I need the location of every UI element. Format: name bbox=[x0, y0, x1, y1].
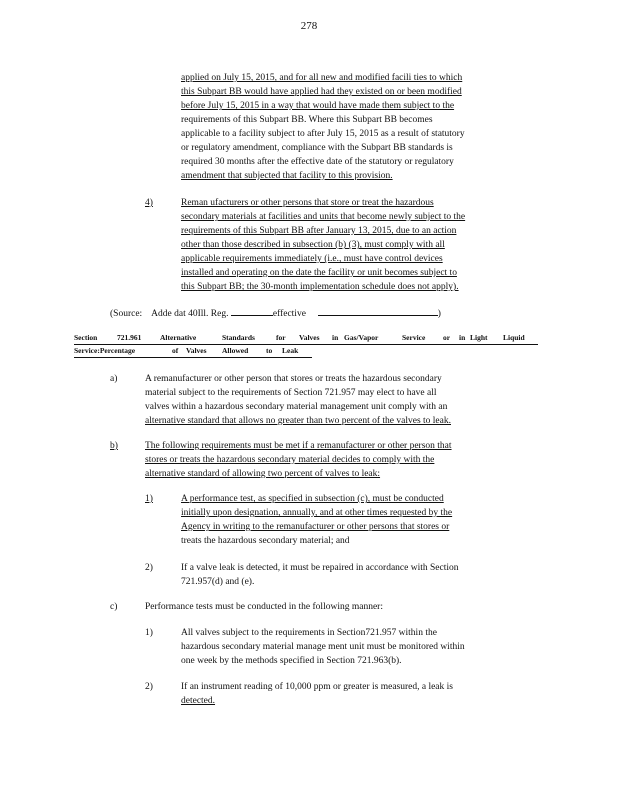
section-header-word: or bbox=[443, 333, 451, 342]
section-header-word: of bbox=[172, 346, 179, 355]
text-line: alternative standard of allowing two percent of valves to leak: bbox=[145, 469, 381, 479]
header-underline bbox=[74, 357, 312, 358]
text-line: secondary materials at facilities and units that become newly subject to the bbox=[181, 212, 466, 222]
item-label: b) bbox=[110, 441, 118, 451]
header-underline bbox=[74, 344, 538, 345]
section-header-word: Standards bbox=[222, 333, 255, 342]
source-label: (Source: bbox=[110, 309, 143, 319]
text-line: applicable to a facility subject to after July 15, 2015 as a result of statutory bbox=[181, 129, 465, 139]
section-header-word: in bbox=[459, 333, 466, 342]
section-header-word: for bbox=[276, 333, 286, 342]
source-close: ) bbox=[437, 309, 441, 319]
item-label: 4) bbox=[145, 198, 153, 208]
item-label: c) bbox=[110, 602, 118, 612]
section-header-word: Liquid bbox=[503, 333, 525, 342]
section-header-word: Section bbox=[74, 333, 98, 342]
text-line: If an instrument reading of 10,000 ppm or greater is measured, a leak is bbox=[181, 682, 453, 692]
text-line: requirements of this Subpart BB after January 13, 2015, due to an action bbox=[181, 226, 457, 236]
text-line: material subject to the requirements of Section 721.957 may elect to have all bbox=[145, 388, 437, 398]
text-line: A remanufacturer or other person that stores or treats the hazardous secondary bbox=[145, 374, 442, 384]
text-line: amendment that subjected that facility to this provision. bbox=[181, 171, 393, 181]
text-line: stores or treats the hazardous secondary material decides to comply with the bbox=[145, 455, 435, 465]
section-header-word: Alternative bbox=[160, 333, 197, 342]
item-label: 1) bbox=[145, 628, 153, 638]
source-text: Adde dat 40Ill. Reg. bbox=[151, 309, 229, 319]
source-line bbox=[110, 306, 441, 320]
text-line: applicable requirements immediately (i.e., must have control devices bbox=[181, 254, 443, 264]
text-line: All valves subject to the requirements in Section721.957 within the bbox=[181, 628, 437, 638]
text-line: this Subpart BB would have applied had they existed on or been modified bbox=[181, 87, 462, 97]
section-header-word: Service:Percentage bbox=[74, 346, 136, 355]
text-line: one week by the methods specified in Section 721.963(b). bbox=[181, 656, 402, 666]
text-line: or regulatory amendment, compliance with the Subpart BB standards is bbox=[181, 143, 453, 153]
section-header-word: to bbox=[266, 346, 273, 355]
section-header-word: Light bbox=[470, 333, 488, 342]
section-header-word: in bbox=[332, 333, 339, 342]
text-line: requirements of this Subpart BB. Where this Subpart BB becomes bbox=[181, 115, 433, 125]
section-header-word: Valves bbox=[299, 333, 320, 342]
blank-line bbox=[231, 306, 273, 316]
text-line: initially upon designation, annually, and at other times requested by the bbox=[181, 508, 453, 518]
blank-line bbox=[318, 306, 438, 316]
text-line: hazardous secondary material manage ment unit must be monitored within bbox=[181, 642, 465, 652]
text-line: this Subpart BB; the 30-month implementation schedule does not apply). bbox=[181, 282, 459, 292]
text-line: If a valve leak is detected, it must be repaired in accordance with Section bbox=[181, 563, 459, 573]
section-header-word: Service bbox=[402, 333, 426, 342]
source-effective: effective bbox=[272, 309, 306, 319]
text-line: alternative standard that allows no greater than two percent of the valves to leak. bbox=[145, 416, 451, 426]
text-line: Reman ufacturers or other persons that store or treat the hazardous bbox=[181, 198, 434, 208]
text-line: installed and operating on the date the facility or unit becomes subject to bbox=[181, 268, 457, 278]
item-label: 1) bbox=[145, 494, 153, 504]
section-header-word: Leak bbox=[282, 346, 299, 355]
section-header-word: Valves bbox=[186, 346, 207, 355]
text-line: 721.957(d) and (e). bbox=[181, 577, 255, 587]
text-line: valves within a hazardous secondary material management unit comply with an bbox=[145, 402, 448, 412]
page-number: 278 bbox=[300, 20, 318, 32]
section-header-word: 721.961 bbox=[117, 333, 142, 342]
item-label: 2) bbox=[145, 682, 153, 692]
text-line: before July 15, 2015 in a way that would have made them subject to the bbox=[181, 101, 455, 111]
text-line: other than those described in subsection (b) (3), must comply with all bbox=[181, 240, 445, 250]
section-header-word: Gas/Vapor bbox=[344, 333, 379, 342]
text-line: Performance tests must be conducted in the following manner: bbox=[145, 602, 383, 612]
item-label: 2) bbox=[145, 563, 153, 573]
text-line: required 30 months after the effective date of the statutory or regulatory bbox=[181, 157, 454, 167]
text-line: Agency in writing to the remanufacturer or other persons that stores or bbox=[181, 522, 450, 532]
text-line: applied on July 15, 2015, and for all new and modified facili ties to which bbox=[181, 73, 463, 83]
text-line: The following requirements must be met if a remanufacturer or other person that bbox=[145, 441, 452, 451]
text-line: treats the hazardous secondary material; and bbox=[181, 536, 350, 546]
text-line: detected. bbox=[181, 696, 216, 706]
section-header-word: Allowed bbox=[222, 346, 249, 355]
item-label: a) bbox=[110, 374, 118, 384]
text-line: A performance test, as specified in subsection (c), must be conducted bbox=[181, 494, 444, 504]
